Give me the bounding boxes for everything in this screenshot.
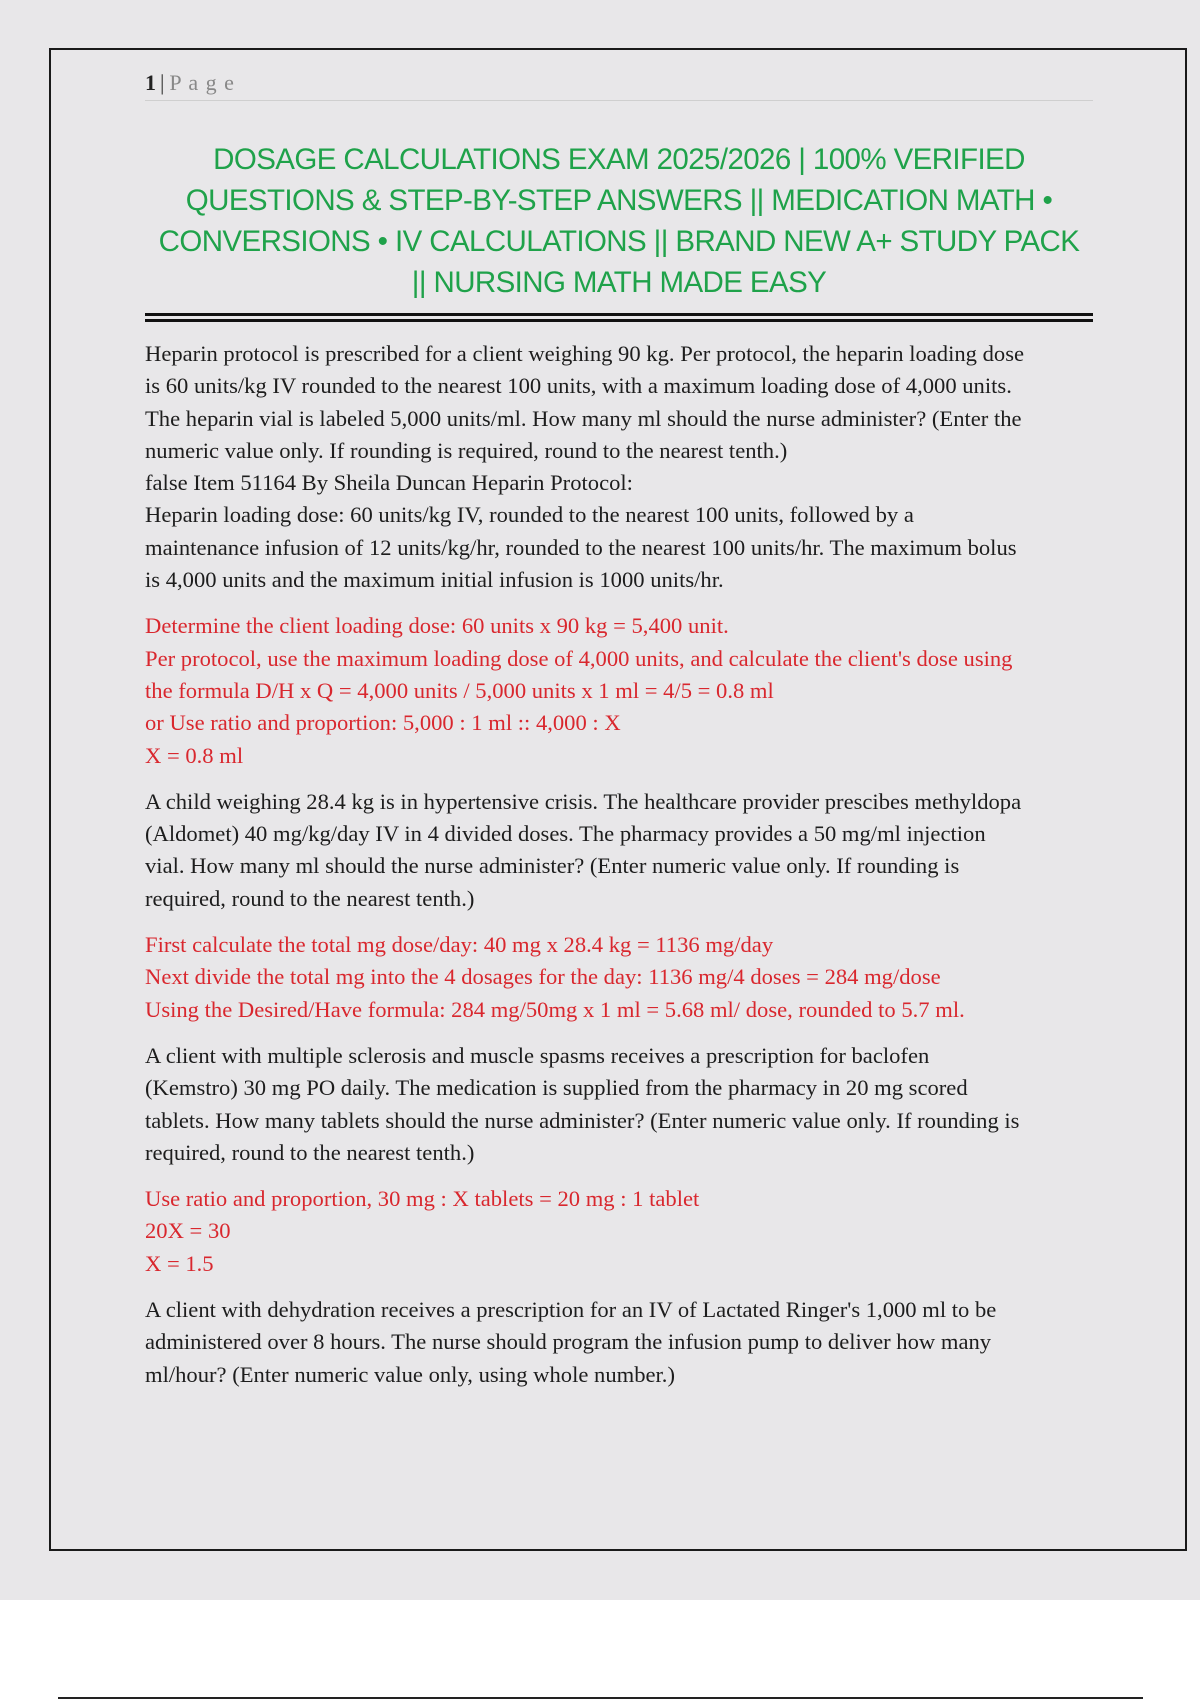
answer-line: Next divide the total mg into the 4 dosages for the day: 1136 mg/4 doses = 284 mg/dose <box>145 964 941 990</box>
question-line: required, round to the nearest tenth.) <box>145 885 475 911</box>
answer-line: First calculate the total mg dose/day: 40 mg x 28.4 kg = 1136 mg/day <box>145 932 774 958</box>
title-line: DOSAGE CALCULATIONS EXAM 2025/2026 | 100% VERIFIED <box>213 143 1025 176</box>
question-line: Heparin loading dose: 60 units/kg IV, rounded to the nearest 100 units, followed by a <box>145 502 914 528</box>
answer-2 <box>145 929 1093 1026</box>
page-label: P a g e <box>169 70 235 95</box>
question-line: A client with multiple sclerosis and muscle spasms receives a prescription for baclofen <box>145 1042 930 1068</box>
question-line: is 60 units/kg IV rounded to the nearest 100 units, with a maximum loading dose of 4,000 units. <box>145 373 1012 399</box>
question-line: Heparin protocol is prescribed for a client weighing 90 kg. Per protocol, the heparin loading dose <box>145 341 1025 366</box>
page-header <box>145 70 1093 101</box>
question-line: The heparin vial is labeled 5,000 units/ml. How many ml should the nurse administer? (Enter the <box>145 405 1022 431</box>
question-line: numeric value only. If rounding is required, round to the nearest tenth.) <box>145 437 788 463</box>
answer-line: Determine the client loading dose: 60 units x 90 kg = 5,400 unit. <box>145 613 729 639</box>
title-line: QUESTIONS & STEP-BY-STEP ANSWERS || MEDICATION MATH • <box>185 184 1053 217</box>
question-1 <box>145 338 1093 596</box>
title-divider <box>145 313 1093 322</box>
question-3 <box>145 1040 1093 1169</box>
question-line: vial. How many ml should the nurse administer? (Enter numeric value only. If rounding is <box>145 853 960 879</box>
question-line: administered over 8 hours. The nurse should program the infusion pump to deliver how many <box>145 1329 992 1355</box>
answer-line: Using the Desired/Have formula: 284 mg/50mg x 1 ml = 5.68 ml/ dose, rounded to 5.7 ml. <box>145 996 965 1022</box>
page-number: 1 <box>145 70 156 95</box>
answer-line: 20X = 30 <box>145 1218 231 1244</box>
question-line: A client with dehydration receives a prescription for an IV of Lactated Ringer's 1,000 ml to be <box>145 1297 997 1323</box>
title-line: || NURSING MATH MADE EASY <box>411 266 827 299</box>
question-4 <box>145 1294 1093 1391</box>
question-line: (Kemstro) 30 mg PO daily. The medication is supplied from the pharmacy in 20 mg scored <box>145 1075 968 1101</box>
question-2 <box>145 786 1093 915</box>
question-line: is 4,000 units and the maximum initial infusion is 1000 units/hr. <box>145 567 724 593</box>
question-line: maintenance infusion of 12 units/kg/hr, rounded to the nearest 100 units/hr. The maximum bolus <box>145 534 1017 560</box>
question-line: A child weighing 28.4 kg is in hypertensive crisis. The healthcare provider prescibes methyldopa <box>145 788 1022 814</box>
answer-line: X = 0.8 ml <box>145 742 244 768</box>
next-page-divider <box>58 1697 1143 1699</box>
question-line: false Item 51164 By Sheila Duncan Heparin Protocol: <box>145 470 633 496</box>
answer-3 <box>145 1183 1093 1280</box>
answer-line: Use ratio and proportion, 30 mg : X tablets = 20 mg : 1 tablet <box>145 1186 700 1212</box>
answer-line: the formula D/H x Q = 4,000 units / 5,000 units x 1 ml = 4/5 = 0.8 ml <box>145 677 774 703</box>
question-line: tablets. How many tablets should the nurse administer? (Enter numeric value only. If rounding is <box>145 1107 1020 1133</box>
answer-line: Per protocol, use the maximum loading dose of 4,000 units, and calculate the client's dose using <box>145 645 1013 671</box>
page-content <box>145 70 1093 1391</box>
title-line: CONVERSIONS • IV CALCULATIONS || BRAND NEW A+ STUDY PACK <box>158 225 1080 258</box>
question-line: required, round to the nearest tenth.) <box>145 1139 475 1165</box>
answer-line: X = 1.5 <box>145 1250 214 1276</box>
question-line: (Aldomet) 40 mg/kg/day IV in 4 divided doses. The pharmacy provides a 50 mg/ml injection <box>145 821 986 847</box>
answer-1 <box>145 610 1093 771</box>
answer-line: or Use ratio and proportion: 5,000 : 1 ml :: 4,000 : X <box>145 710 621 736</box>
question-line: ml/hour? (Enter numeric value only, using whole number.) <box>145 1361 675 1387</box>
page-separator: | <box>160 70 166 95</box>
document-title <box>145 139 1093 303</box>
